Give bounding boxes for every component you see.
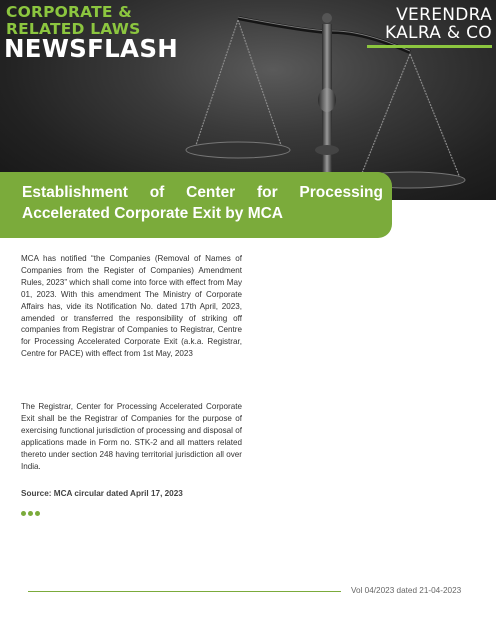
logo-line-1: VERENDRA	[396, 5, 492, 25]
logo-line-2: KALRA & CO	[384, 23, 492, 43]
dot-icon	[28, 511, 33, 516]
dot-icon	[21, 511, 26, 516]
kicker-line-1: CORPORATE &	[6, 3, 133, 21]
footer-volume: Vol 04/2023 dated 21-04-2023	[351, 586, 462, 595]
article-title	[22, 182, 383, 224]
article-paragraph-1: MCA has notified “the Companies (Removal of Names of Companies from the Register of Companies) Amendment Rules, 2023” which shall come into force with effect from May 01, 2023. With this amendment The Ministry of Corporate Affairs has, vide its Notification No. dated 17th April, 2023, amended or transferred the responsibility of striking off companies from Registrar of Companies to Registrar, Centre for Processing Accelerated Corporate Exit (a.k.a. Registrar, Centre for PACE) with effect from 1st May, 2023	[21, 254, 242, 359]
kicker-line-2: RELATED LAWS	[6, 20, 141, 38]
article-title-line-2: Accelerated Corporate Exit by MCA	[22, 205, 283, 222]
firm-logo	[367, 6, 492, 48]
newsletter-kicker	[6, 4, 140, 38]
article-title-line-1: Establishment of Center for Processing	[22, 184, 383, 201]
article-source: Source: MCA circular dated April 17, 2023	[21, 489, 183, 498]
decorative-dots	[21, 511, 40, 516]
newsletter-title: NEWSFLASH	[4, 34, 179, 63]
footer-divider	[28, 591, 341, 592]
article-paragraph-2: The Registrar, Center for Processing Accelerated Corporate Exit shall be the Registrar of Companies for the purpose of exercising functional jurisdiction of processing and disposal of applications made in Form no. STK-2 and all matters related thereto under section 248 having territorial jurisdiction all over India.	[21, 402, 242, 471]
header-banner	[0, 0, 496, 200]
dot-icon	[35, 511, 40, 516]
logo-tagline-bar	[367, 45, 492, 48]
